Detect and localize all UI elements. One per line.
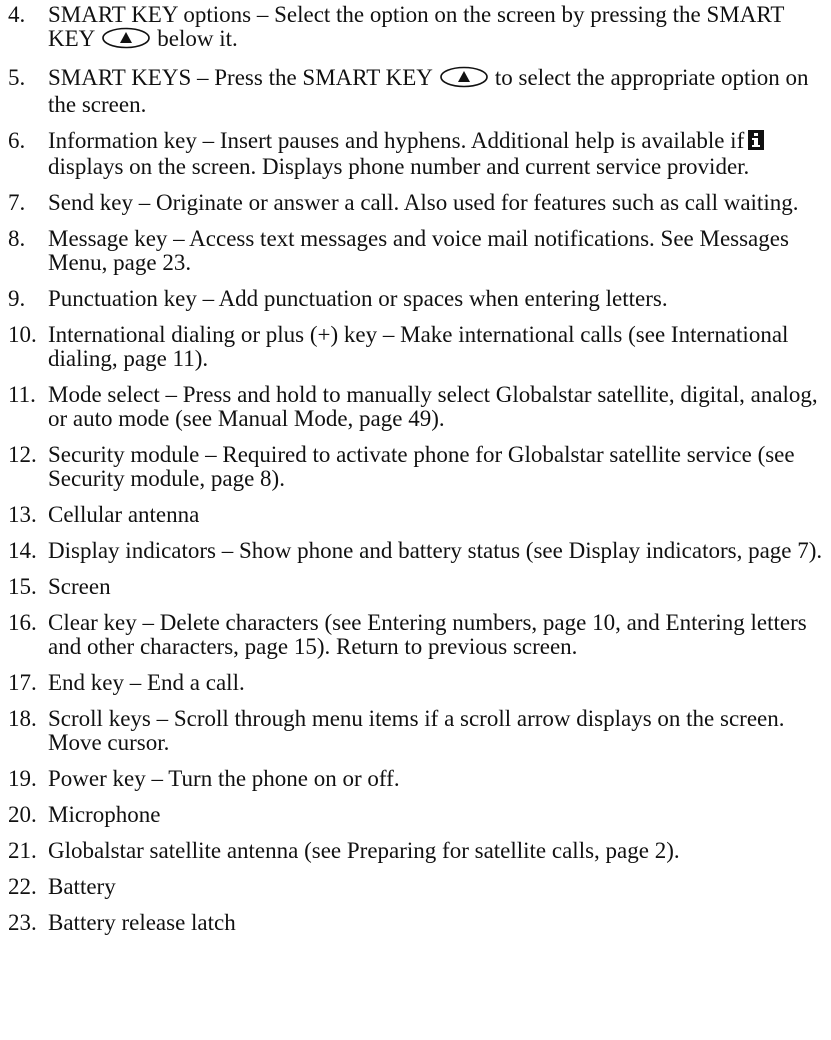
key-description-list [8,3,823,947]
item-number: 8. [8,226,26,251]
item-number: 10. [8,322,37,347]
item-text: Mode select – Press and hold to manually select Globalstar satellite, digital, analog, or auto mode (see Manual Mode, page 49). [48,382,818,431]
item-text: Battery [48,874,116,899]
item-number: 13. [8,502,37,527]
list-item [8,323,823,371]
item-number: 4. [8,2,26,27]
list-item [8,443,823,491]
item-text: Globalstar satellite antenna (see Preparing for satellite calls, page 2). [48,838,680,863]
item-text: Cellular antenna [48,502,200,527]
smart-key-icon [439,66,489,93]
item-text: International dialing or plus (+) key – Make international calls (see International dialing, page 11). [48,322,789,371]
item-text: Clear key – Delete characters (see Entering numbers, page 10, and Entering letters and other characters, page 15). Return to previous screen. [48,610,807,659]
item-number: 11. [8,382,36,407]
item-number: 15. [8,574,37,599]
list-item [8,575,823,599]
smart-key-icon [101,27,151,54]
item-text: Screen [48,574,111,599]
item-text-part: SMART KEYS – Press the SMART KEY [48,65,433,90]
item-number: 5. [8,65,26,90]
item-number: 23. [8,910,37,935]
list-item [8,383,823,431]
list-item [8,191,823,215]
list-item [8,611,823,659]
list-item [8,227,823,275]
list-item [8,707,823,755]
list-item [8,129,823,179]
item-text [48,66,823,117]
item-number: 16. [8,610,37,635]
item-text: Microphone [48,802,161,827]
item-text: Security module – Required to activate phone for Globalstar satellite service (see Security module, page 8). [48,442,795,491]
item-number: 9. [8,286,26,311]
item-text: Send key – Originate or answer a call. Also used for features such as call waiting. [48,190,799,215]
item-text: Scroll keys – Scroll through menu items if a scroll arrow displays on the screen. Move cursor. [48,706,785,755]
item-text: Display indicators – Show phone and battery status (see Display indicators, page 7). [48,538,823,563]
item-number: 21. [8,838,37,863]
list-item [8,911,823,935]
item-text: Punctuation key – Add punctuation or spaces when entering letters. [48,286,668,311]
list-item [8,539,823,563]
list-item [8,66,823,117]
item-text [48,3,823,54]
item-number: 22. [8,874,37,899]
list-item [8,671,823,695]
item-number: 12. [8,442,37,467]
item-text: Battery release latch [48,910,236,935]
list-item [8,287,823,311]
item-text-part: below it. [157,26,238,51]
item-text [48,129,823,179]
item-text: End key – End a call. [48,670,245,695]
item-number: 7. [8,190,26,215]
item-text-part: to select the appropriate option on the screen. [48,65,809,117]
item-number: 19. [8,766,37,791]
item-number: 6. [8,128,26,153]
list-item [8,3,823,54]
item-number: 17. [8,670,37,695]
item-number: 14. [8,538,37,563]
item-text: Power key – Turn the phone on or off. [48,766,400,791]
item-number: 18. [8,706,37,731]
list-item [8,839,823,863]
info-icon [748,130,764,155]
item-text-part: Information key – Insert pauses and hyphens. Additional help is available if [48,128,745,153]
item-text-part: displays on the screen. Displays phone number and current service provider. [48,154,750,179]
list-item [8,503,823,527]
list-item [8,875,823,899]
item-text: Message key – Access text messages and voice mail notifications. See Messages Menu, page 23. [48,226,789,275]
item-text-part: SMART KEY options – Select the option on the screen by pressing the SMART KEY [48,2,784,51]
list-item [8,767,823,791]
list-item [8,803,823,827]
item-number: 20. [8,802,37,827]
